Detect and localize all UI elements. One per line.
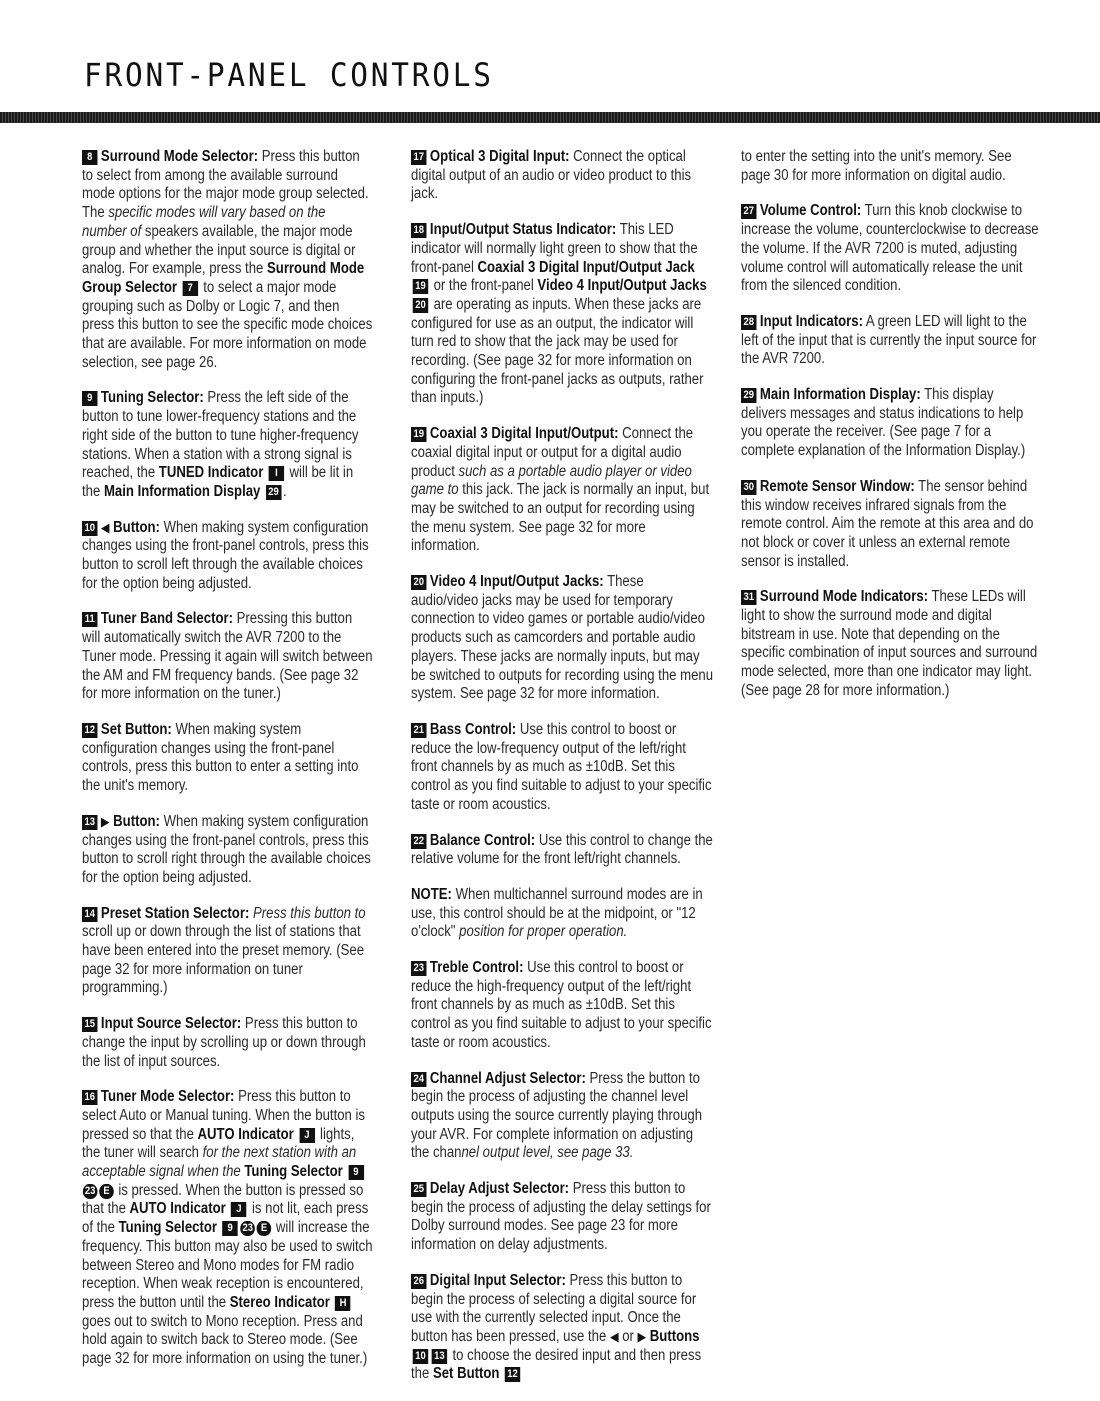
ref-badge: 19 xyxy=(413,279,428,294)
column-2 xyxy=(411,148,714,1401)
entry-title: Tuner Mode Selector: xyxy=(100,1088,235,1106)
entry-bold-ref: Tuning Selector xyxy=(240,1163,343,1181)
item-number-badge: 19 xyxy=(411,427,426,442)
entry-input-output-status-indicator xyxy=(411,221,714,408)
entry-text: A green LED will light to the left of the input that is currently the input source for the AVR 7200. xyxy=(741,312,1037,368)
entry-text: These audio/video jacks may be used for temporary connection to video games or portable audio/video products such as camcorders and portable audio players. These jacks are normally inputs, but may be switched to outputs for recording using the menu system. See page 32 for more information. xyxy=(411,573,714,703)
entry-treble-control xyxy=(411,959,714,1053)
header-rule xyxy=(0,112,1100,123)
entry-preset-station-selector xyxy=(82,905,373,999)
note-text-italic: position for proper operation. xyxy=(459,923,628,941)
item-number-badge: 26 xyxy=(411,1274,426,1289)
ref-badge-round: 23 xyxy=(83,1184,98,1199)
right-arrow-icon: ▶ xyxy=(637,1328,647,1344)
entry-text: speakers available, the major mode group and whether the input source is digital or analog. For example, press the xyxy=(82,222,356,278)
item-number-badge: 14 xyxy=(82,907,97,922)
entry-text: scroll up or down through the list of stations that have been entered into the preset memory. (See page 32 for more information on tuner programming.) xyxy=(82,923,365,997)
item-number-badge: 29 xyxy=(741,388,756,403)
entry-bold-ref: Video 4 Input/Output Jacks xyxy=(537,277,707,295)
item-number-badge: 30 xyxy=(741,480,756,495)
entry-text: will increase the frequency. This button may also be used to switch between Stereo and Mono modes for FM radio reception. When weak reception is encountered, press the button until the xyxy=(82,1219,373,1311)
ref-badge: J xyxy=(231,1202,246,1217)
entry-text: Press this button to select Auto or Manual tuning. When the button is pressed so that the xyxy=(82,1088,366,1143)
entry-text: Pressing this button will automatically switch the AVR 7200 to the Tuner mode. Pressing it again will switch between the AM and FM frequency bands. (See page 32 for more information on the tuner.) xyxy=(82,610,373,703)
item-number-badge: 31 xyxy=(741,590,756,605)
entry-text: Use this control to boost or reduce the low-frequency output of the left/right front channels by as much as ±10dB. Set this control as you find suitable to adjust to your specific taste or room acoustics. xyxy=(411,720,712,813)
left-arrow-icon: ◀ xyxy=(609,1328,619,1344)
entry-video-4-input-output-jacks xyxy=(411,573,714,704)
item-number-badge: 15 xyxy=(82,1017,97,1032)
entry-bold-ref: TUNED Indicator xyxy=(158,464,264,482)
entry-title: Set Button: xyxy=(100,720,172,738)
entry-set-button xyxy=(82,721,373,796)
entry-delay-adjust-selector xyxy=(411,1180,714,1255)
entry-text-italic: such as a portable audio player or video game to xyxy=(411,462,692,499)
entry-text: are operating as inputs. When these jacks are configured for use as an output, the indicator will turn red to show that the jack may be used for recording. (See page 32 for more information on configuring the front-panel jacks as outputs, rather than inputs.) xyxy=(411,295,704,407)
item-number-badge: 13 xyxy=(82,815,97,830)
item-number-badge: 11 xyxy=(82,612,97,627)
entry-text: When making system configuration changes using the front-panel controls, press this button to scroll right through the available choices for the option being adjusted. xyxy=(82,812,371,886)
item-number-badge: 12 xyxy=(82,723,97,738)
entry-text: Connect the optical digital output of an audio or video product to this jack. xyxy=(411,148,692,203)
entry-main-information-display xyxy=(741,386,1041,461)
entry-title: Input Indicators: xyxy=(759,312,863,330)
entry-text: The sensor behind this window receives infrared signals from the remote control. Aim the remote at this area and do not block or cover it unless an external remote sensor is installed. xyxy=(741,477,1034,570)
entry-channel-adjust-selector xyxy=(411,1070,714,1164)
entry-surround-mode-indicators xyxy=(741,588,1041,700)
item-number-badge: 8 xyxy=(82,150,97,165)
entry-tuner-band-selector xyxy=(82,610,373,704)
entry-text: Connect the coaxial digital input or output for a digital audio product xyxy=(411,425,694,480)
entry-title: Input/Output Status Indicator: xyxy=(429,221,617,239)
ref-badge: 29 xyxy=(266,485,281,500)
item-number-badge: 20 xyxy=(411,575,426,590)
continued-text xyxy=(741,148,1041,185)
entry-text: These LEDs will light to show the surround mode and digital bitstream in use. Note that depending on the specific combination of input sources and surround mode selected, more than one indicator may light. (See page 28 for more information.) xyxy=(741,588,1038,699)
entry-bass-control xyxy=(411,721,714,815)
item-number-badge: 25 xyxy=(411,1182,426,1197)
page-title: FRONT-PANEL CONTROLS xyxy=(84,56,494,94)
entry-text: Turn this knob clockwise to increase the volume, counterclockwise to decrease the volume. If the AVR 7200 is muted, adjusting volume control will automatically release the unit from the silenced condition. xyxy=(741,202,1039,295)
entry-title: Input Source Selector: xyxy=(100,1015,242,1033)
entry-text: this jack. The jack is normally an input, but may be switched to an output for recording using the menu system. See page 32 for more information. xyxy=(411,481,710,555)
item-number-badge: 9 xyxy=(82,391,97,406)
entry-digital-input-selector xyxy=(411,1272,714,1384)
entry-text: Press this button to begin the process of selecting a digital source for use with the currently selected input. Once the button has been pressed, use the xyxy=(411,1271,697,1345)
entry-bold-ref: Main Information Display xyxy=(103,482,261,500)
entry-title: Main Information Display: xyxy=(759,386,921,404)
ref-badge: J xyxy=(299,1128,314,1143)
entry-text: This LED indicator will normally light green to show that the front-panel xyxy=(411,221,698,276)
entry-title: Preset Station Selector: xyxy=(100,904,250,922)
entry-bold-ref: Buttons xyxy=(646,1327,700,1345)
entry-title: Optical 3 Digital Input: xyxy=(429,148,570,165)
entry-bold-ref: AUTO Indicator xyxy=(197,1125,294,1143)
note-text: When multichannel surround modes are in use, this control should be at the midpoint, or "12 o'clock" xyxy=(411,885,703,941)
entry-title: Treble Control: xyxy=(429,959,524,977)
entry-tuning-selector xyxy=(82,389,373,501)
entry-bold-ref: Set Button xyxy=(432,1365,500,1383)
entry-bold-ref: Surround Mode Group Selector xyxy=(82,260,365,296)
entry-bold-ref: Coaxial 3 Digital Input/Output Jack xyxy=(477,258,695,276)
entry-title: Button: xyxy=(109,518,160,536)
entry-balance-control xyxy=(411,832,714,869)
ref-badge: 9 xyxy=(348,1165,363,1180)
entry-title: Channel Adjust Selector: xyxy=(429,1069,586,1087)
note-label: NOTE: xyxy=(411,885,452,903)
entry-text: or xyxy=(618,1327,638,1345)
item-number-badge: 18 xyxy=(411,223,426,238)
left-arrow-icon: ◀ xyxy=(100,519,110,535)
right-arrow-icon: ▶ xyxy=(100,813,110,829)
entry-text-italic: specific modes will vary based on the number of xyxy=(82,204,326,240)
item-number-badge: 28 xyxy=(741,315,756,330)
entry-text: Press the button to begin the process of adjusting the channel level outputs using the source currently playing through your AVR. For complete information on adjusting the chan xyxy=(411,1069,703,1162)
entry-volume-control xyxy=(741,202,1041,296)
entry-text: When making system configuration changes using the front-panel controls, press this button to scroll left through the available choices for the option being adjusted. xyxy=(82,518,369,592)
ref-badge: 7 xyxy=(182,281,197,296)
item-number-badge: 23 xyxy=(411,961,426,976)
entry-left-button xyxy=(82,519,373,594)
entry-text-italic: nel output level, see page 33. xyxy=(461,1144,634,1162)
entry-text: Press the left side of the button to tune lower-frequency stations and the right side of the button to tune higher-frequency stations. When a station with a strong signal is reached, the xyxy=(82,389,359,482)
entry-tuner-mode-selector xyxy=(82,1088,373,1369)
entry-text: to select a major mode grouping such as Dolby or Logic 7, and then press this button to see the specific mode choices that are available. For more information on mode selection, see page 26. xyxy=(82,278,373,371)
entry-text: to choose the desired input and then press the xyxy=(411,1346,702,1383)
item-number-badge: 17 xyxy=(411,150,426,165)
entry-title: Coaxial 3 Digital Input/Output: xyxy=(429,425,619,443)
entry-bold-ref: Tuning Selector xyxy=(118,1219,218,1237)
entry-bold-ref: AUTO Indicator xyxy=(129,1200,226,1218)
item-number-badge: 10 xyxy=(82,521,97,536)
ref-badge: 20 xyxy=(413,298,428,313)
column-1 xyxy=(82,148,373,1386)
entry-input-indicators xyxy=(741,313,1041,369)
entry-title: Button: xyxy=(109,812,160,830)
entry-title: Tuning Selector: xyxy=(100,389,204,407)
item-number-badge: 16 xyxy=(82,1090,97,1105)
entry-optical-3-digital-input xyxy=(411,148,714,204)
entry-remote-sensor-window xyxy=(741,478,1041,572)
entry-text: Use this control to boost or reduce the high-frequency output of the left/right front channels by as much as ±10dB. Set this control as you find suitable to adjust to your specific taste or room acoustics. xyxy=(411,959,712,1051)
entry-title: Remote Sensor Window: xyxy=(759,477,915,495)
entry-text: lights, the tuner will search xyxy=(82,1125,355,1162)
entry-text: is not lit, each press of the xyxy=(82,1200,369,1237)
ref-badge: H xyxy=(335,1296,350,1311)
entry-input-source-selector xyxy=(82,1015,373,1071)
entry-text: goes out to switch to Mono reception. Press and hold again to switch back to Stereo mode. (See page 32 for more information on using the tuner.) xyxy=(82,1312,368,1368)
entry-right-button xyxy=(82,813,373,888)
item-number-badge: 27 xyxy=(741,204,756,219)
entry-text: Press this button to change the input by scrolling up or down through the list of input sources. xyxy=(82,1015,366,1070)
entry-text: Use this control to change the relative volume for the front left/right channels. xyxy=(411,831,713,868)
entry-text: to enter the setting into the unit's memory. See page 30 for more information on digital audio. xyxy=(741,148,1012,184)
ref-badge: 12 xyxy=(505,1367,520,1382)
ref-badge: 9 xyxy=(222,1221,237,1236)
entry-text: Press this button to select from among the available surround mode options for the major mode group selected. The xyxy=(82,148,369,222)
ref-badge-round: E xyxy=(99,1184,114,1199)
entry-text-italic: for the next station with an acceptable signal when the xyxy=(82,1144,357,1181)
ref-badge-round: E xyxy=(257,1221,272,1236)
item-number-badge: 22 xyxy=(411,834,426,849)
entry-title: Surround Mode Indicators: xyxy=(759,588,929,606)
entry-text: . xyxy=(282,482,287,500)
entry-text: will be lit in the xyxy=(82,464,354,500)
item-number-badge: 21 xyxy=(411,723,426,738)
entry-title: Balance Control: xyxy=(429,831,536,849)
entry-text: is pressed. When the button is pressed so that the xyxy=(82,1181,364,1218)
entry-surround-mode-selector xyxy=(82,148,373,372)
entry-text: This display delivers messages and status indications to help you operate the receiver. (See page 7 for a complete explanation of the Information Display.) xyxy=(741,386,1026,460)
column-3 xyxy=(741,148,1041,718)
ref-badge: 10 xyxy=(413,1349,428,1364)
entry-coaxial-3-digital-input-output xyxy=(411,425,714,556)
entry-title: Digital Input Selector: xyxy=(429,1271,566,1289)
note-block xyxy=(411,886,714,942)
item-number-badge: 24 xyxy=(411,1072,426,1087)
entry-bold-ref: Stereo Indicator xyxy=(229,1293,330,1311)
ref-badge-round: 23 xyxy=(240,1221,255,1236)
entry-text: Press this button to begin the process of adjusting the delay settings for Dolby surround modes. See page 23 for more information on delay adjustments. xyxy=(411,1180,711,1254)
entry-title: Tuner Band Selector: xyxy=(100,610,233,628)
entry-text-italic: Press this button to xyxy=(249,904,366,922)
entry-title: Delay Adjust Selector: xyxy=(429,1180,570,1198)
entry-text: When making system configuration changes using the front-panel controls, press this button to enter a setting into the unit's memory. xyxy=(82,720,359,795)
entry-title: Video 4 Input/Output Jacks: xyxy=(429,573,604,591)
entry-text: or the front-panel xyxy=(429,277,538,295)
entry-title: Volume Control: xyxy=(759,202,862,220)
entry-title: Surround Mode Selector: xyxy=(100,148,259,165)
ref-badge: I xyxy=(269,466,284,481)
ref-badge: 13 xyxy=(432,1349,447,1364)
entry-title: Bass Control: xyxy=(429,720,517,738)
